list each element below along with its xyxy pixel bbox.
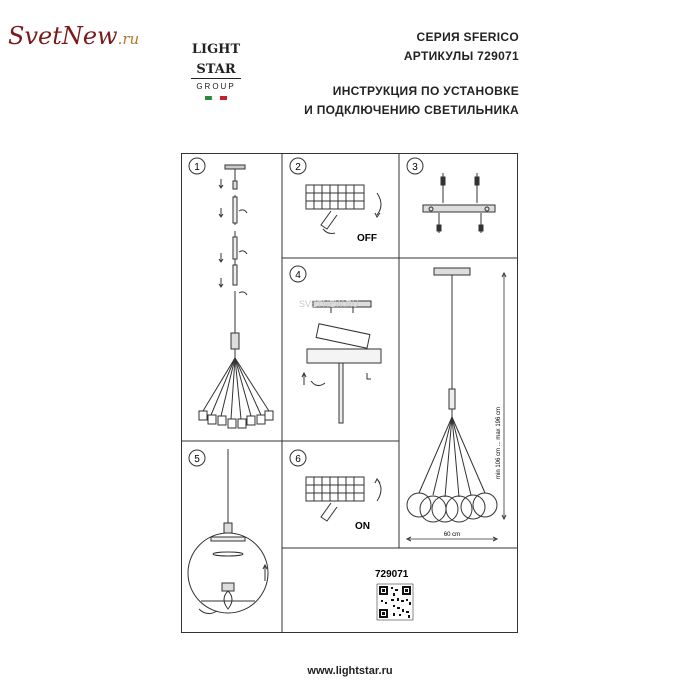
watermark-main: SvetNew: [8, 22, 118, 50]
svetnew-watermark-logo: [8, 22, 183, 62]
installation-diagram: [181, 153, 518, 633]
step-number-3: 3: [412, 162, 418, 173]
logo-divider: [191, 78, 241, 80]
off-label: OFF: [357, 233, 377, 244]
panel-1-assembly-illustration: [199, 165, 273, 428]
logo-line-light: LIGHT: [191, 42, 241, 57]
instruction-title-line2: И ПОДКЛЮЧЕНИЮ СВЕТИЛЬНИКА: [304, 103, 519, 117]
lightstar-logo: [187, 30, 245, 106]
step-badge-5: [189, 450, 205, 466]
on-label: ON: [355, 521, 370, 532]
step-number-1: 1: [194, 162, 200, 173]
panel-5-shade-bulb-illustration: [188, 449, 268, 614]
step-badge-4: [290, 266, 306, 282]
website-url[interactable]: www.lightstar.ru: [307, 665, 393, 677]
step-badge-3: [407, 158, 423, 174]
step-number-5: 5: [194, 454, 200, 465]
step-badge-6: [290, 450, 306, 466]
step-badge-1: [189, 158, 205, 174]
logo-line-star: STAR: [196, 62, 236, 77]
qr-code-icon: [377, 584, 413, 620]
step-number-6: 6: [295, 454, 301, 465]
logo-line-group: GROUP: [196, 82, 236, 91]
article-code-label: 729071: [375, 569, 409, 580]
diagram-border: [182, 154, 518, 633]
panel-4-ceiling-connection-illustration: [302, 301, 381, 423]
italian-flag-icon: [205, 96, 227, 100]
step-number-2: 2: [295, 162, 301, 173]
watermark-tld: .ru: [117, 30, 140, 48]
width-label: 60 cm: [443, 532, 461, 538]
step-badge-2: [290, 158, 306, 174]
assembled-chandelier-illustration: [407, 268, 506, 541]
watermark-overlay-text: SVETNEW.RU: [299, 299, 359, 309]
instruction-title-line1: ИНСТРУКЦИЯ ПО УСТАНОВКЕ: [332, 84, 519, 98]
panel-2-terminal-off-illustration: [306, 185, 381, 234]
panel-3-mounting-plate-illustration: [423, 173, 495, 233]
article-number: АРТИКУЛЫ 729071: [403, 49, 519, 63]
panel-6-terminal-on-illustration: [306, 477, 381, 521]
series-title: СЕРИЯ SFERICO: [416, 30, 519, 44]
step-number-4: 4: [295, 270, 301, 281]
height-range-label: min 106 cm ... max 196 cm: [496, 406, 502, 480]
